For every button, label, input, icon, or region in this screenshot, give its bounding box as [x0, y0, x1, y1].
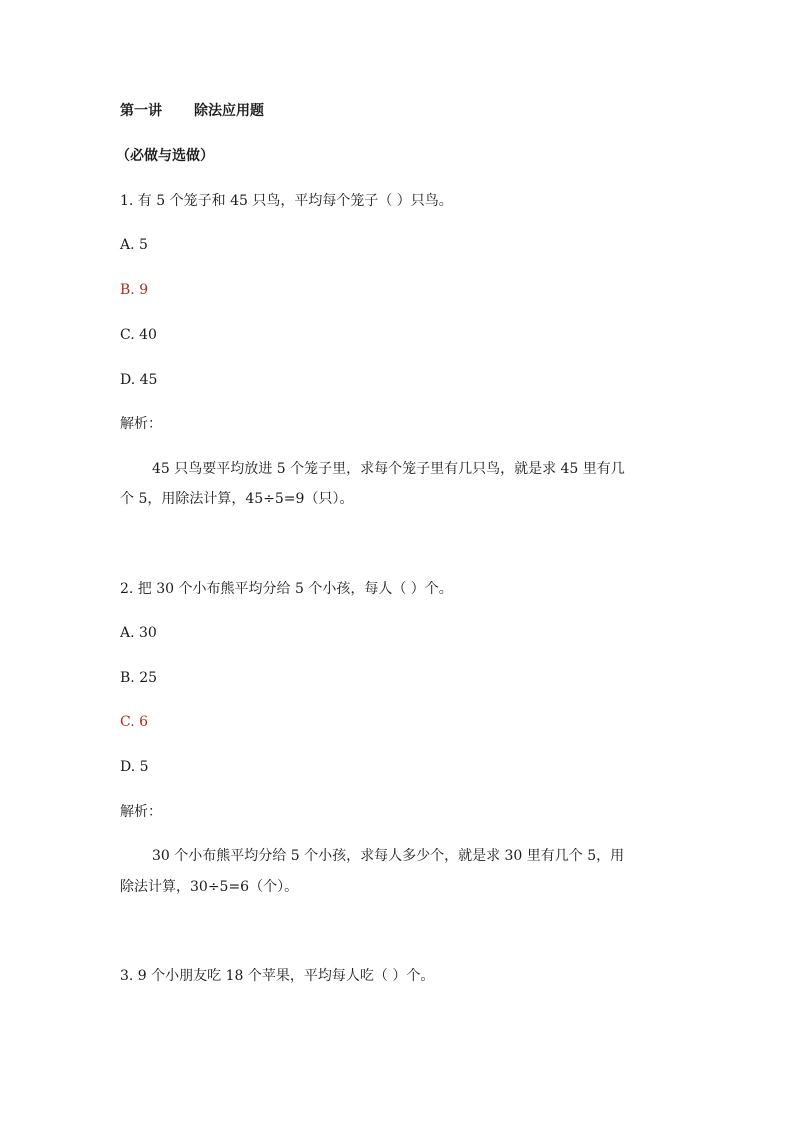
question-2-option-a: A. 30 [120, 625, 157, 641]
question-2-option-c-answer: C. 6 [120, 714, 149, 730]
lecture-topic: 除法应用题 [194, 103, 264, 119]
question-1-analysis-line-1: 45 只鸟要平均放进 5 个笼子里，求每个笼子里有几只鸟，就是求 45 里有几 [152, 461, 625, 477]
question-2-analysis-line-1: 30 个小布熊平均分给 5 个小孩，求每人多少个，就是求 30 里有几个 5，用 [152, 848, 625, 864]
question-1-option-c: C. 40 [120, 327, 157, 343]
question-1-option-d: D. 45 [120, 372, 158, 388]
question-3-stem: 3. 9 个小朋友吃 18 个苹果，平均每人吃（ ）个。 [120, 968, 435, 984]
page-title [120, 101, 264, 121]
lecture-number: 第一讲 [120, 103, 162, 119]
question-2-analysis-line-2: 除法计算，30÷5=6（个）。 [120, 879, 299, 895]
question-2-analysis-label: 解析： [120, 804, 162, 820]
question-1-option-b-answer: B. 9 [120, 282, 149, 298]
question-1-stem: 1. 有 5 个笼子和 45 只鸟，平均每个笼子（ ）只鸟。 [120, 193, 453, 209]
question-2-option-d: D. 5 [120, 759, 149, 775]
question-2-option-b: B. 25 [120, 670, 158, 686]
question-1-analysis-line-2: 个 5，用除法计算，45÷5=9（只）。 [120, 491, 354, 507]
question-2-stem: 2. 把 30 个小布熊平均分给 5 个小孩，每人（ ）个。 [120, 581, 453, 597]
section-label: （必做与选做） [116, 148, 214, 164]
question-1-analysis-label: 解析： [120, 416, 162, 432]
question-1-option-a: A. 5 [120, 237, 148, 253]
